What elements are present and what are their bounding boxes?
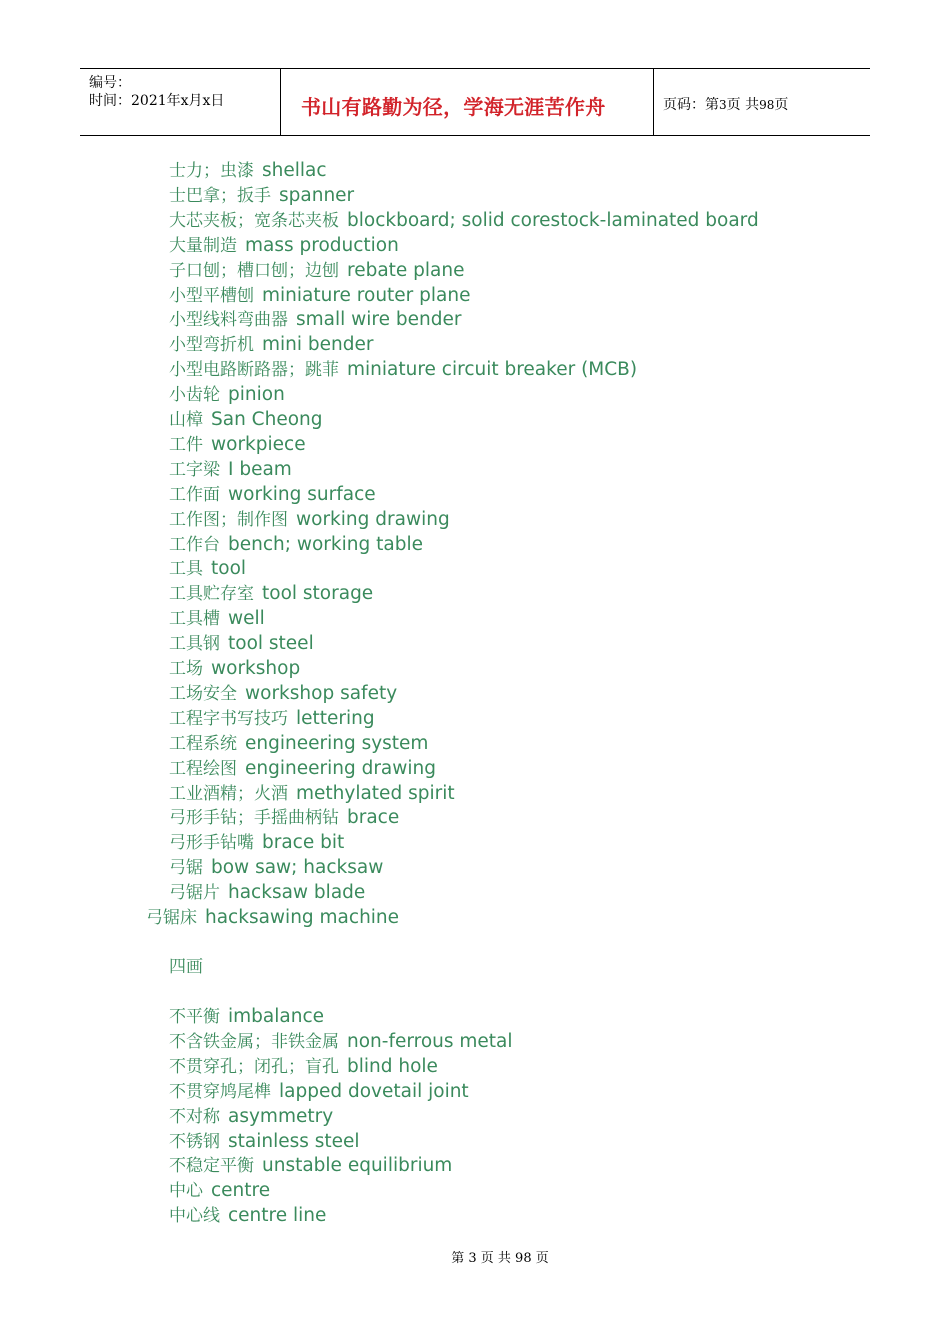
- entry-english-term: engineering system: [245, 732, 429, 754]
- entry-chinese-term: 工具贮存室: [169, 584, 254, 605]
- glossary-entry: [169, 432, 306, 457]
- entry-english-term: tool storage: [262, 583, 374, 605]
- glossary-entry: [169, 233, 399, 258]
- glossary-entry: [169, 781, 455, 806]
- entry-english-term: mass production: [245, 234, 399, 256]
- entry-chinese-term: 中心: [169, 1181, 203, 1202]
- glossary-entry: [169, 1129, 360, 1154]
- entry-chinese-term: 工字梁: [169, 459, 220, 480]
- entry-chinese-term: 不贯穿鸠尾榫: [169, 1081, 271, 1102]
- entry-english-term: stainless steel: [228, 1130, 360, 1152]
- entry-chinese-term: 小型弯折机: [169, 335, 254, 356]
- entry-chinese-term: 工具钢: [169, 634, 220, 655]
- glossary-entry: [169, 631, 314, 656]
- entry-english-term: workshop safety: [245, 682, 398, 704]
- entry-chinese-term: 工场安全: [169, 683, 237, 704]
- glossary-entry: [169, 457, 292, 482]
- entry-english-term: mini bender: [262, 334, 374, 356]
- entry-english-term: blockboard; solid corestock-laminated board: [347, 209, 759, 231]
- entry-english-term: hacksawing machine: [205, 907, 400, 928]
- glossary-entry: [169, 258, 465, 283]
- glossary-entry: [169, 307, 461, 332]
- page-prefix: 页码：第: [663, 97, 719, 113]
- entry-english-term: bow saw; hacksaw: [211, 857, 384, 879]
- entry-english-term: hacksaw blade: [228, 882, 366, 904]
- glossary-entry: [169, 1104, 333, 1129]
- entry-english-term: spanner: [279, 184, 355, 206]
- entry-chinese-term: 大芯夹板；宽条芯夹板: [169, 210, 339, 231]
- glossary-entry: [169, 532, 423, 557]
- glossary-entry: [169, 556, 246, 581]
- entry-english-term: tool steel: [228, 633, 314, 655]
- entry-chinese-term: 弓锯床: [146, 908, 197, 928]
- glossary-entry: [169, 332, 374, 357]
- header-info-cell: [80, 69, 281, 135]
- entry-english-term: small wire bender: [296, 309, 462, 331]
- entry-chinese-term: 弓锯片: [169, 883, 220, 904]
- glossary-entry: [169, 507, 450, 532]
- page-total: 98: [759, 98, 775, 112]
- entry-chinese-term: 工具槽: [169, 609, 220, 630]
- entry-english-term: brace: [347, 807, 400, 829]
- glossary-entry: [169, 183, 354, 208]
- glossary-entry: [169, 382, 285, 407]
- glossary-entry: [169, 706, 375, 731]
- glossary-entry: [169, 482, 376, 507]
- entry-chinese-term: 不平衡: [169, 1007, 220, 1027]
- entry-chinese-term: 小型线料弯曲器: [169, 310, 288, 331]
- entry-english-term: imbalance: [228, 1006, 324, 1027]
- entry-english-term: lapped dovetail joint: [279, 1080, 469, 1102]
- glossary-entry: [169, 731, 428, 756]
- glossary-entry: [169, 357, 637, 382]
- entry-chinese-term: 弓形手钻；手摇曲柄钻: [169, 808, 339, 829]
- entry-chinese-term: 弓锯: [169, 858, 203, 879]
- entry-english-term: working surface: [228, 483, 376, 505]
- entry-english-term: San Cheong: [211, 409, 323, 430]
- entry-chinese-term: 不对称: [169, 1106, 220, 1127]
- glossary-entry: [169, 1079, 469, 1104]
- entry-english-term: brace bit: [262, 832, 345, 854]
- entry-chinese-term: 工程系统: [169, 733, 237, 754]
- entry-chinese-term: 山樟: [169, 410, 203, 430]
- page-header: [80, 68, 870, 136]
- glossary-entry: [169, 283, 471, 308]
- entry-english-term: centre: [211, 1180, 271, 1202]
- entry-chinese-term: 工作面: [169, 484, 220, 505]
- entry-chinese-term: 小型平槽刨: [169, 285, 254, 306]
- entry-chinese-term: 不贯穿孔；闭孔；盲孔: [169, 1056, 339, 1077]
- entry-chinese-term: 子口刨；槽口刨；边刨: [169, 260, 339, 281]
- entry-chinese-term: 工件: [169, 434, 203, 455]
- glossary-entry: [169, 756, 436, 781]
- entry-chinese-term: 工具: [169, 559, 203, 580]
- glossary-entry: [169, 681, 397, 706]
- document-date: 时间：2021年x月x日: [89, 93, 225, 109]
- page-current: 3: [719, 98, 727, 112]
- entry-english-term: centre line: [228, 1205, 327, 1227]
- entry-english-term: bench; working table: [228, 533, 423, 555]
- glossary-entry: [169, 1178, 270, 1203]
- header-page-cell: [654, 69, 870, 135]
- entry-english-term: unstable equilibrium: [262, 1155, 453, 1177]
- entry-english-term: working drawing: [296, 508, 450, 530]
- entry-english-term: shellac: [262, 160, 327, 181]
- glossary-entry: [169, 805, 399, 830]
- entry-chinese-term: 工作台: [169, 534, 220, 555]
- entry-english-term: lettering: [296, 707, 375, 729]
- entry-english-term: well: [228, 608, 265, 630]
- entry-chinese-term: 士巴拿；扳手: [169, 185, 271, 206]
- entry-english-term: engineering drawing: [245, 757, 436, 779]
- entry-chinese-term: 不稳定平衡: [169, 1156, 254, 1177]
- entry-chinese-term: 小型电路断路器；跳菲: [169, 360, 339, 381]
- page-mid: 页 共: [726, 97, 760, 113]
- entry-english-term: workpiece: [211, 433, 306, 455]
- entry-chinese-term: 弓形手钻嘴: [169, 833, 254, 854]
- entry-chinese-term: 不锈钢: [169, 1131, 220, 1152]
- entry-english-term: non-ferrous metal: [347, 1030, 513, 1052]
- entry-english-term: pinion: [228, 384, 285, 406]
- glossary-entry: [169, 830, 344, 855]
- document-number-label: 编号：: [89, 75, 131, 91]
- entry-english-term: methylated spirit: [296, 782, 455, 804]
- glossary-entry: [169, 855, 383, 880]
- glossary-entry: [169, 1054, 438, 1079]
- entry-chinese-term: 工程字书写技巧: [169, 708, 288, 729]
- entry-chinese-term: 工作图；制作图: [169, 509, 288, 530]
- entry-english-term: rebate plane: [347, 259, 465, 281]
- entry-english-term: tool: [211, 558, 247, 580]
- glossary-entry: [169, 606, 265, 631]
- glossary-entry: [169, 1029, 513, 1054]
- entry-chinese-term: 士力；虫漆: [169, 161, 254, 181]
- entry-chinese-term: 工业酒精；火酒: [169, 783, 288, 804]
- page-footer: 第 3 页 共 98 页: [451, 1251, 549, 1266]
- glossary-entry: [169, 1153, 452, 1178]
- entry-english-term: miniature router plane: [262, 284, 471, 306]
- glossary-entry: [169, 158, 327, 183]
- entry-english-term: miniature circuit breaker (MCB): [347, 359, 638, 381]
- glossary-entry: [146, 905, 399, 930]
- glossary-entry: [169, 1004, 324, 1029]
- header-motto-cell: [281, 69, 654, 135]
- entry-chinese-term: 工场: [169, 659, 203, 679]
- entry-english-term: I beam: [228, 458, 292, 480]
- entry-english-term: workshop: [211, 658, 301, 679]
- entry-chinese-term: 小齿轮: [169, 385, 220, 406]
- header-page-number: [663, 94, 788, 114]
- glossary-entry: [169, 1203, 326, 1228]
- entry-english-term: blind hole: [347, 1055, 438, 1077]
- entry-english-term: asymmetry: [228, 1105, 334, 1127]
- header-motto: 书山有路勤为径，学海无涯苦作舟: [301, 95, 606, 119]
- section-title: 四画: [169, 957, 203, 977]
- entry-chinese-term: 工程绘图: [169, 758, 237, 779]
- glossary-entry: [169, 656, 300, 681]
- glossary-entry: [169, 880, 365, 905]
- glossary-entry: [169, 208, 759, 233]
- entry-chinese-term: 不含铁金属；非铁金属: [169, 1031, 339, 1052]
- glossary-entry: [169, 581, 373, 606]
- entry-chinese-term: 大量制造: [169, 235, 237, 256]
- glossary-entry: [169, 407, 323, 432]
- page-suffix: 页: [774, 97, 789, 113]
- entry-chinese-term: 中心线: [169, 1206, 220, 1227]
